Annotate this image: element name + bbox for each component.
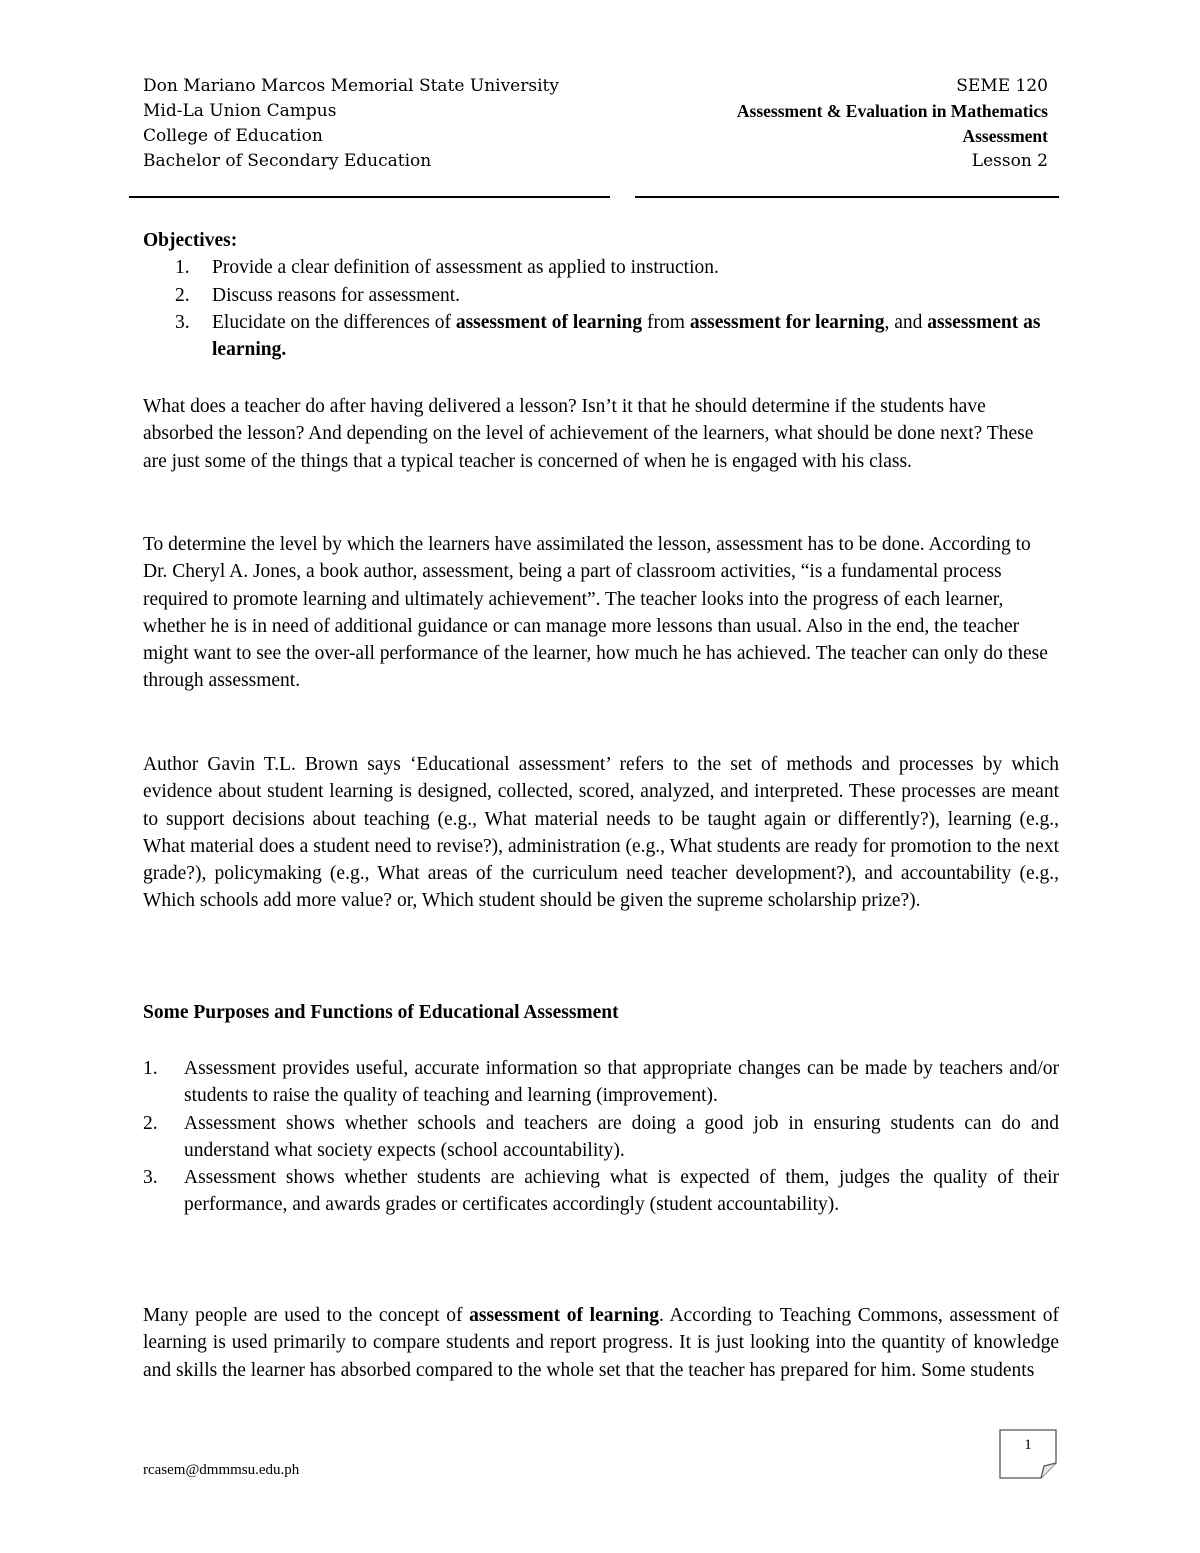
- page-number-box: [999, 1429, 1057, 1479]
- paragraph-3: Author Gavin T.L. Brown says ‘Educational assessment’ refers to the set of methods and processes by which evidence about student learning is designed, collected, scored, analyzed, and interpreted. These processes are meant to support decisions about teaching (e.g., What material needs to be taught again or differently?), learning (e.g., What material does a student need to revise?), administration (e.g., What students are ready for promotion to the next grade?), policymaking (e.g., What areas of the curriculum need teacher development?), and accountability (e.g., Which schools add more value? or, Which student should be given the supreme scholarship prize?).: [143, 754, 1059, 912]
- paragraph-1: What does a teacher do after having delivered a lesson? Isn’t it that he should determine if the students have absorbed the lesson? And depending on the level of achievement of the learners, what should be done next? These are just some of the things that a typical teacher is concerned of when he is engaged with his class.: [143, 396, 1034, 472]
- paragraph-4: Many people are used to the concept of assessment of learning. According to Teaching Commons, assessment of learning is used primarily to compare students and report progress. It is just looking into the quantity of knowledge and skills the learner has absorbed compared to the whole set that the teacher has prepared for him. Some students: [143, 1305, 1059, 1381]
- lesson-number: Lesson 2: [971, 151, 1048, 171]
- list-item: 1. Assessment provides useful, accurate information so that appropriate changes can be made by teachers and/or students to raise the quality of teaching and learning (improvement).: [143, 1058, 1059, 1107]
- list-item: 2. Discuss reasons for assessment.: [175, 284, 461, 306]
- purposes-section: [143, 999, 1059, 1026]
- purposes-list-container: [143, 1055, 1059, 1219]
- paragraph-2: To determine the level by which the learners have assimilated the lesson, assessment has to be done. According to Dr. Cheryl A. Jones, a book author, assessment, being a part of classroom activities, “is a fundamental process required to promote learning and ultimately achievement”. The teacher looks into the progress of each learner, whether he is in need of additional guidance or can manage more lessons than usual. Also in the end, the teacher might want to see the over-all performance of the learner, how much he has achieved. The teacher can only do these through assessment.: [143, 534, 1048, 692]
- college-name: College of Education: [143, 126, 323, 146]
- objectives-section: [143, 227, 1059, 363]
- page-number: 1: [1024, 1437, 1032, 1453]
- program-name: Bachelor of Secondary Education: [143, 151, 432, 171]
- list-item: 1. Provide a clear definition of assessment as applied to instruction.: [175, 257, 719, 279]
- list-item: 3. Assessment shows whether students are achieving what is expected of them, judges the quality of their performance, and awards grades or certificates accordingly (student accountability).: [143, 1167, 1059, 1216]
- purposes-heading: Some Purposes and Functions of Educational Assessment: [143, 1002, 619, 1023]
- course-title: Assessment & Evaluation in Mathematics: [736, 101, 1048, 121]
- course-code: SEME 120: [956, 76, 1048, 96]
- header-course: [737, 74, 1048, 174]
- purposes-list: [143, 1055, 1059, 1219]
- header-institution: [143, 74, 559, 174]
- footer-email: rcasem@dmmmsu.edu.ph: [143, 1462, 300, 1478]
- list-item: 3. Elucidate on the differences of assessment of learning from assessment for learning, and assessment as learning.: [175, 311, 1041, 361]
- university-name: Don Mariano Marcos Memorial State University: [143, 76, 559, 96]
- campus-name: Mid-La Union Campus: [143, 101, 337, 121]
- list-item: 2. Assessment shows whether schools and teachers are doing a good job in ensuring students can do and understand what society expects (school accountability).: [143, 1112, 1059, 1161]
- topic-title: Assessment: [962, 126, 1048, 146]
- objectives-heading: Objectives:: [143, 230, 238, 251]
- header-divider-left: [129, 196, 610, 198]
- header-divider-right: [635, 196, 1059, 198]
- objectives-list: [143, 254, 1059, 363]
